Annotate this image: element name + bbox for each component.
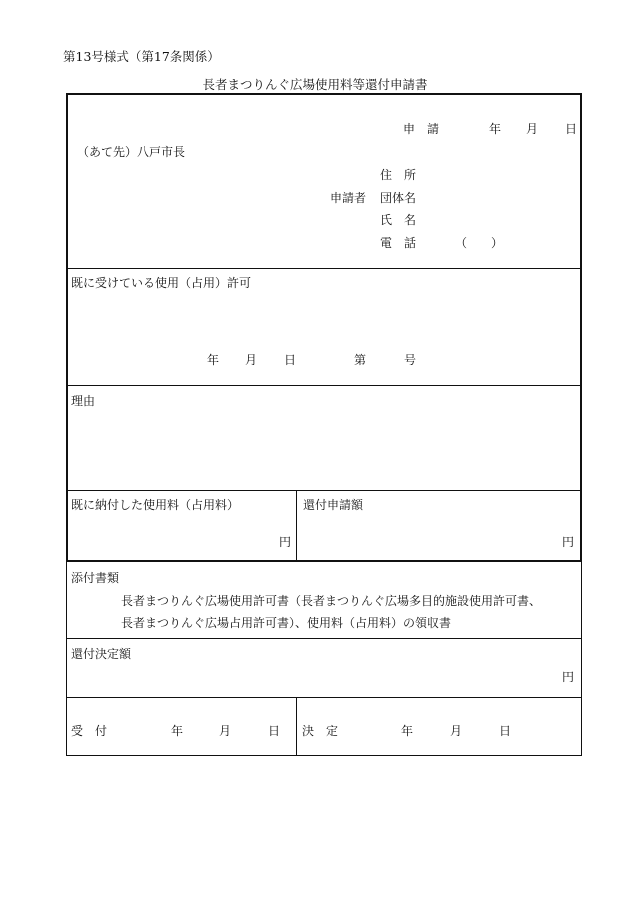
addressee: （あて先）八戸市長 xyxy=(77,145,186,159)
phone-area-code-paren: （ ） xyxy=(455,236,504,250)
divider-paid-refund xyxy=(296,490,297,560)
permit-number-prefix: 第 xyxy=(354,353,367,367)
group-name-label: 団体名 xyxy=(380,191,417,205)
divider-receipt-decision xyxy=(296,697,297,755)
decision-month-label: 月 xyxy=(450,724,463,738)
application-frame xyxy=(66,93,582,562)
name-label: 氏 名 xyxy=(380,213,417,227)
address-label: 住 所 xyxy=(380,168,417,182)
receipt-month-label: 月 xyxy=(219,724,232,738)
divider-refund-decision xyxy=(66,697,582,698)
apply-year-label: 年 xyxy=(489,122,502,136)
permit-label: 既に受けている使用（占用）許可 xyxy=(71,276,252,290)
apply-month-label: 月 xyxy=(526,122,539,136)
permit-number-suffix: 号 xyxy=(404,353,417,367)
receipt-day-label: 日 xyxy=(268,724,281,738)
divider-permit xyxy=(67,385,581,386)
form-reference: 第13号様式（第17条関係） xyxy=(63,49,220,64)
refund-decision-yen: 円 xyxy=(562,670,575,684)
divider-attachments xyxy=(66,638,582,639)
applicant-label: 申請者 xyxy=(330,191,367,205)
attachments-label: 添付書類 xyxy=(71,571,120,585)
reason-label: 理由 xyxy=(71,394,96,408)
divider-applicant xyxy=(67,268,581,269)
permit-year-label: 年 xyxy=(207,353,220,367)
permit-day-label: 日 xyxy=(284,353,297,367)
refund-request-yen: 円 xyxy=(562,535,575,549)
refund-request-label: 還付申請額 xyxy=(303,498,364,512)
decision-day-label: 日 xyxy=(499,724,512,738)
receipt-year-label: 年 xyxy=(171,724,184,738)
permit-month-label: 月 xyxy=(245,353,258,367)
paid-fee-yen: 円 xyxy=(279,535,292,549)
form-title: 長者まつりんぐ広場使用料等還付申請書 xyxy=(202,77,428,92)
apply-date-label: 申 請 xyxy=(403,122,440,136)
attachments-line-1: 長者まつりんぐ広場使用許可書（長者まつりんぐ広場多目的施設使用許可書、 xyxy=(121,594,542,608)
decision-year-label: 年 xyxy=(401,724,414,738)
receipt-label: 受 付 xyxy=(71,724,108,738)
attachments-line-2: 長者まつりんぐ広場占用許可書）、使用料（占用料）の領収書 xyxy=(121,616,452,630)
divider-reason xyxy=(67,490,581,491)
decision-label: 決 定 xyxy=(302,724,339,738)
refund-decision-label: 還付決定額 xyxy=(71,647,132,661)
paid-fee-label: 既に納付した使用料（占用料） xyxy=(71,498,240,512)
phone-label: 電 話 xyxy=(380,236,417,250)
apply-day-label: 日 xyxy=(565,122,578,136)
